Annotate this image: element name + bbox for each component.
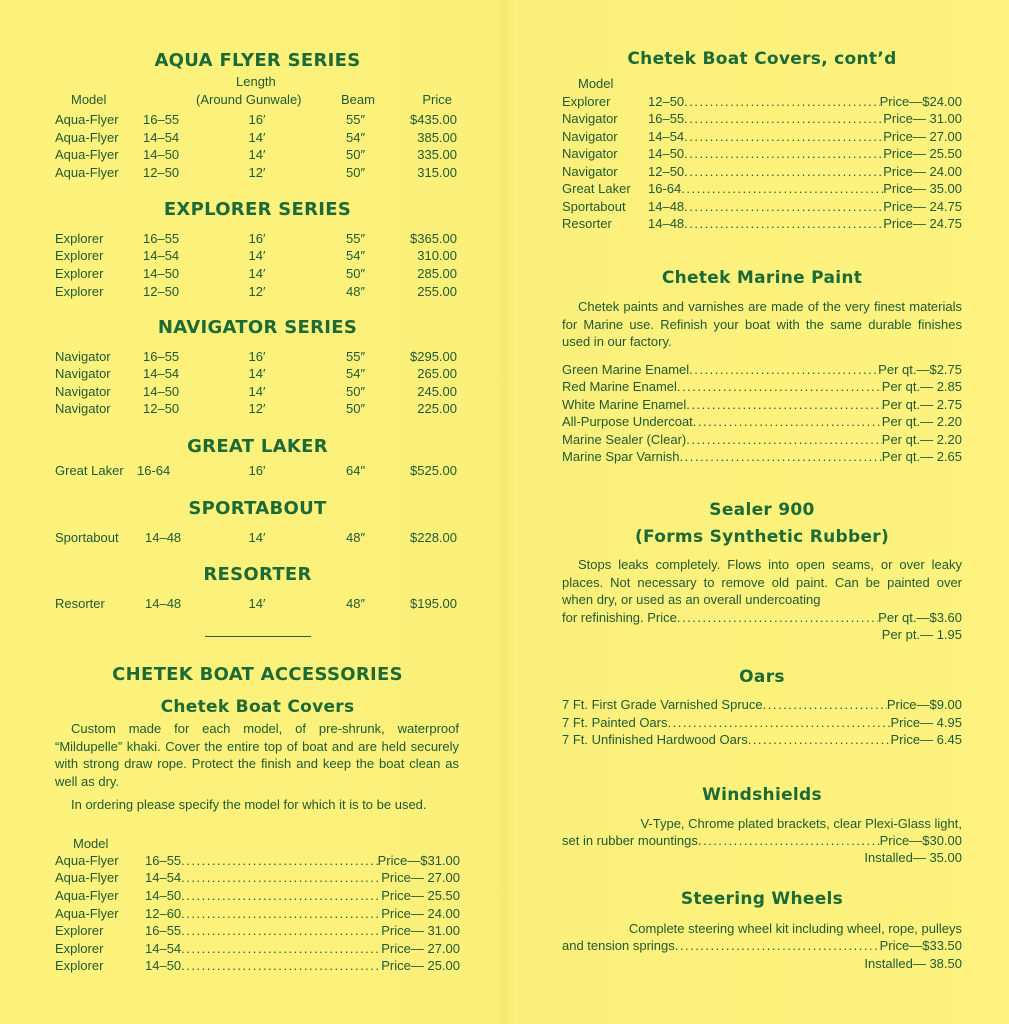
explorer-title: EXPLORER SERIES <box>163 199 352 220</box>
list-item: Sportabout 14–48 ..... Price— 24.75 <box>562 198 962 215</box>
list-item: All-Purpose Undercoat ..... Per qt.— 2.20 <box>562 413 962 430</box>
sealer-subtitle: (Forms Synthetic Rubber) <box>634 527 890 547</box>
covers-model-header: Model <box>73 836 109 851</box>
table-row: Great Laker 16-64 16' 64" $525.00 <box>55 463 457 478</box>
steering-wheels-description: Complete steering wheel kit including wheel, rope, pulleys <box>628 921 962 936</box>
navigator-title: NAVIGATOR SERIES <box>157 317 358 338</box>
covers-cont-model-header: Model <box>578 76 614 91</box>
table-row: Explorer 16–55 16′ 55″ $365.00 <box>55 231 457 246</box>
list-item: Navigator 16–55 ..... Price— 31.00 <box>562 110 962 127</box>
list-item: Red Marine Enamel ..... Per qt.— 2.85 <box>562 378 962 395</box>
table-row: Resorter 14–48 14′ 48″ $195.00 <box>55 596 457 611</box>
table-row: Aqua-Flyer 14–50 14′ 50″ 335.00 <box>55 147 457 162</box>
list-item: Green Marine Enamel ..... Per qt.—$2.75 <box>562 361 962 378</box>
list-item: Navigator 12–50 ..... Price— 24.00 <box>562 163 962 180</box>
divider <box>205 636 311 637</box>
list-item: for refinishing. Price ..... Per qt.—$3.60 <box>562 609 962 626</box>
sealer-title: Sealer 900 <box>709 500 815 520</box>
list-item: Explorer 14–50 ..... Price— 25.00 <box>55 957 460 974</box>
oars-title: Oars <box>739 667 785 687</box>
marine-paint-title: Chetek Marine Paint <box>661 268 863 288</box>
table-row: Navigator 14–54 14′ 54″ 265.00 <box>55 366 457 381</box>
model-header: Model <box>71 92 107 107</box>
ordering-note: In ordering please specify the model for which it is to be used. <box>71 797 427 812</box>
steering-wheels-title: Steering Wheels <box>680 889 844 909</box>
steering-wheels-installed-price: Installed— 38.50 <box>864 956 962 971</box>
table-row: Explorer 14–54 14′ 54″ 310.00 <box>55 248 457 263</box>
list-item: Navigator 14–50 ..... Price— 25.50 <box>562 145 962 162</box>
list-item: 7 Ft. Unfinished Hardwood Oars ..... Price— 6.45 <box>562 731 962 748</box>
list-item: 7 Ft. First Grade Varnished Spruce ..... Price—$9.00 <box>562 696 962 713</box>
marine-paint-description: Chetek paints and varnishes are made of the very finest materials for Marine use. Refinish your boat with the same durable finishes used in our factory. <box>562 299 962 349</box>
accessories-title: CHETEK BOAT ACCESSORIES <box>112 664 403 685</box>
table-row: Navigator 14–50 14′ 50″ 245.00 <box>55 384 457 399</box>
list-item: Explorer 12–50 ..... Price—$24.00 <box>562 93 962 110</box>
boat-covers-description: Custom made for each model, of pre-shrunk, waterproof “Mildupelle” khaki. Cover the entire top of boat and are held securely with strong draw rope. Protect the finish and keep the boat clean as well as dry. <box>55 721 459 789</box>
length-subheader: (Around Gunwale) <box>196 92 302 107</box>
sealer-description: Stops leaks completely. Flows into open seams, or over leaky places. Not necessary to remove old paint. Can be painted over when dry, or used as an overall undercoating <box>562 557 962 607</box>
sportabout-title: SPORTABOUT <box>188 498 327 519</box>
list-item: Marine Spar Varnish ..... Per qt.— 2.65 <box>562 448 962 465</box>
length-header: Length <box>236 74 276 89</box>
sealer-pint-price: Per pt.— 1.95 <box>881 627 962 642</box>
table-header-top <box>55 73 460 90</box>
table-row: Explorer 14–50 14′ 50″ 285.00 <box>55 266 457 281</box>
windshields-description: V-Type, Chrome plated brackets, clear Plexi-Glass light, <box>640 816 962 831</box>
table-row: Explorer 12–50 12′ 48″ 255.00 <box>55 284 457 299</box>
list-item: and tension springs ..... Price—$33.50 <box>562 937 962 954</box>
list-item: Aqua-Flyer 14–50 ..... Price— 25.50 <box>55 887 460 904</box>
list-item: Marine Sealer (Clear) ..... Per qt.— 2.20 <box>562 431 962 448</box>
list-item: Navigator 14–54 ..... Price— 27.00 <box>562 128 962 145</box>
list-item: set in rubber mountings ..... Price—$30.00 <box>562 832 962 849</box>
list-item: Explorer 16–55 ..... Price— 31.00 <box>55 922 460 939</box>
beam-header: Beam <box>341 92 375 107</box>
table-row: Sportabout 14–48 14′ 48″ $228.00 <box>55 530 457 545</box>
windshields-installed-price: Installed— 35.00 <box>864 850 962 865</box>
covers-cont-title: Chetek Boat Covers, cont’d <box>627 49 897 69</box>
table-row: Aqua-Flyer 12–50 12′ 50″ 315.00 <box>55 165 457 180</box>
list-item: Great Laker 16-64 ..... Price— 35.00 <box>562 180 962 197</box>
table-row: Navigator 16–55 16′ 55″ $295.00 <box>55 349 457 364</box>
table-header <box>55 91 460 108</box>
list-item: Explorer 14–54 ..... Price— 27.00 <box>55 940 460 957</box>
list-item: Resorter 14–48 ..... Price— 24.75 <box>562 215 962 232</box>
windshields-title: Windshields <box>702 785 822 805</box>
list-item: 7 Ft. Painted Oars ..... Price— 4.95 <box>562 714 962 731</box>
table-row: Aqua-Flyer 14–54 14′ 54″ 385.00 <box>55 130 457 145</box>
list-item: Aqua-Flyer 12–60 ..... Price— 24.00 <box>55 905 460 922</box>
boat-covers-title: Chetek Boat Covers <box>160 697 355 717</box>
list-item: White Marine Enamel ..... Per qt.— 2.75 <box>562 396 962 413</box>
list-item: Aqua-Flyer 14–54 ..... Price— 27.00 <box>55 869 460 886</box>
great-laker-title: GREAT LAKER <box>187 436 328 457</box>
resorter-title: RESORTER <box>203 564 312 585</box>
list-item: Aqua-Flyer 16–55 ..... Price—$31.00 <box>55 852 460 869</box>
price-header: Price <box>422 92 452 107</box>
table-row: Aqua-Flyer 16–55 16′ 55″ $435.00 <box>55 112 457 127</box>
table-row: Navigator 12–50 12′ 50″ 225.00 <box>55 401 457 416</box>
aqua-flyer-title: AQUA FLYER SERIES <box>154 50 361 71</box>
